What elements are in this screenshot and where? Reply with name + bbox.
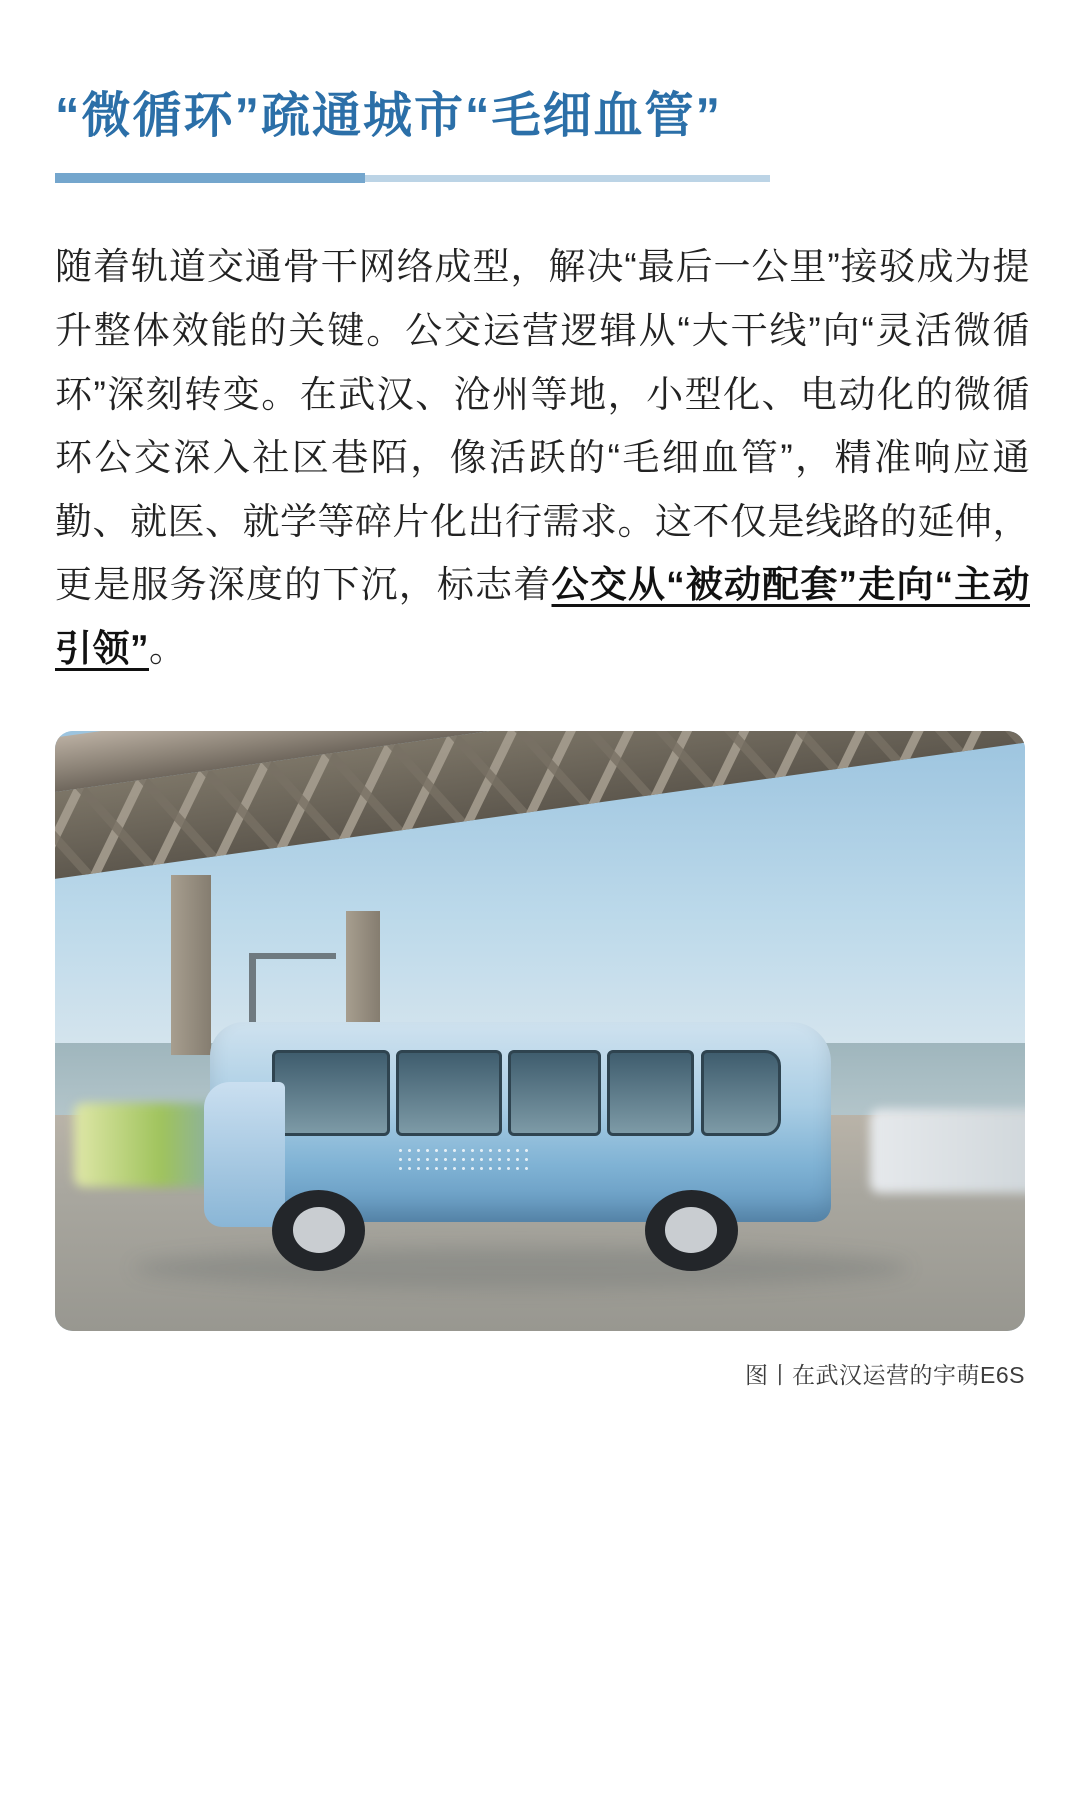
body-text-part-one: 随着轨道交通骨干网络成型，解决“最后一公里”接驳成为提升整体效能的关键。公交运营逻辑从“大干线”向“灵活微循环”深刻转变。在武汉、沧州等地，小型化、电动化的微循环公交深入社区巷陌，像活跃的“毛细血管”，精准响应通勤、就医、就学等碎片化出行需求。这不仅是线路的延伸，更是服务深度的下沉，标志着 [55,246,1030,606]
page-title: “微循环”疏通城市“毛细血管” [55,89,723,143]
blurred-vehicle-right [870,1109,1025,1193]
street-lamp-arm [249,953,336,959]
figure-caption: 图丨在武汉运营的宇萌E6S [745,1361,1025,1388]
bus-window [272,1050,390,1136]
bus-window [396,1050,501,1136]
body-text-part-two: 。 [149,628,187,669]
rule-segment-right [365,175,770,182]
bus-window [607,1050,694,1136]
bus-wheel [272,1190,365,1271]
rule-segment-left [55,173,365,183]
bus-front-panel [204,1082,285,1228]
photo-scene [55,731,1025,1331]
bus-livery-dots [396,1146,533,1174]
electric-minibus [210,1001,831,1271]
bus-wheel [645,1190,738,1271]
bus-window [701,1050,781,1136]
body-text-emphasis: 公交从“被动配套”走向“主动引领” [55,564,1030,669]
bridge-pier [171,875,211,1055]
article-body [55,235,1030,680]
article-photo [55,731,1025,1331]
bus-window [508,1050,601,1136]
title-underline-rule [55,173,770,183]
